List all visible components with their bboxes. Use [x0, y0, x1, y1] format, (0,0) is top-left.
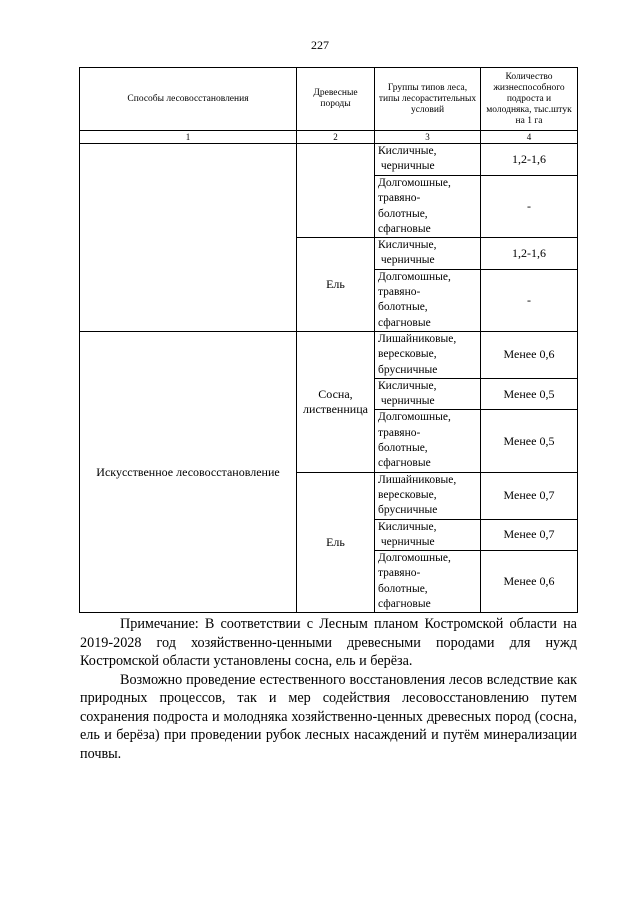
forest-type-cell: Долгомошные, травяно- болотные, сфагновые	[375, 551, 481, 613]
column-number: 2	[297, 131, 375, 144]
forest-type-cell: Кисличные, черничные	[375, 144, 481, 176]
forest-type-cell: Кисличные, черничные	[375, 519, 481, 551]
forest-type-cell: Кисличные, черничные	[375, 378, 481, 410]
header-methods: Способы лесовосстановления	[80, 68, 297, 131]
forest-type-cell: Долгомошные, травяно- болотные, сфагновые	[375, 176, 481, 238]
table-row	[80, 331, 578, 378]
quantity-cell: 1,2-1,6	[481, 144, 578, 176]
note-paragraph: Возможно проведение естественного восстановления лесов вследствие как природных процессов, так и мер содействия лесовосстановлению путем сохранения подроста и молодняка хозяйственно-ценных древесных пород (сосна, ель и берёза) при проведении рубок лесных насаждений и путём минерализации почвы.	[80, 671, 577, 762]
forest-type-cell: Долгомошные, травяно- болотные, сфагновые	[375, 410, 481, 472]
table-header-row	[80, 68, 578, 131]
forest-type-cell: Лишайниковые, вересковые, брусничные	[375, 331, 481, 378]
forest-type-cell: Кисличные, черничные	[375, 238, 481, 270]
quantity-cell: Менее 0,5	[481, 410, 578, 472]
quantity-cell: Менее 0,5	[481, 378, 578, 410]
column-number-row	[80, 131, 578, 144]
quantity-cell: -	[481, 269, 578, 331]
quantity-cell: 1,2-1,6	[481, 238, 578, 270]
header-species: Древесные породы	[297, 68, 375, 131]
species-cell: Сосна, лиственница	[297, 331, 375, 472]
quantity-cell: Менее 0,7	[481, 519, 578, 551]
header-forest-types: Группы типов леса, типы лесорастительных условий	[375, 68, 481, 131]
quantity-cell: Менее 0,6	[481, 331, 578, 378]
species-cell: Ель	[297, 472, 375, 613]
method-cell-continued	[80, 144, 297, 332]
forest-type-cell: Лишайниковые, вересковые, брусничные	[375, 472, 481, 519]
table-row	[80, 144, 578, 176]
forest-type-cell: Долгомошные, травяно- болотные, сфагновые	[375, 269, 481, 331]
page-number: 227	[311, 38, 329, 52]
header-quantity: Количество жизнеспособного подроста и молодняка, тыс.штук на 1 га	[481, 68, 578, 131]
quantity-cell: Менее 0,7	[481, 472, 578, 519]
method-cell: Искусственное лесовосстановление	[80, 331, 297, 612]
notes-section	[80, 615, 577, 763]
quantity-cell: -	[481, 176, 578, 238]
reforestation-table	[79, 67, 578, 613]
species-cell-continued	[297, 144, 375, 238]
column-number: 1	[80, 131, 297, 144]
species-cell: Ель	[297, 238, 375, 332]
quantity-cell: Менее 0,6	[481, 551, 578, 613]
column-number: 4	[481, 131, 578, 144]
note-paragraph: Примечание: В соответствии с Лесным планом Костромской области на 2019-2028 год хозяйственно-ценными древесными породами для нужд Костромской области установлены сосна, ель и берёза.	[80, 616, 577, 669]
column-number: 3	[375, 131, 481, 144]
